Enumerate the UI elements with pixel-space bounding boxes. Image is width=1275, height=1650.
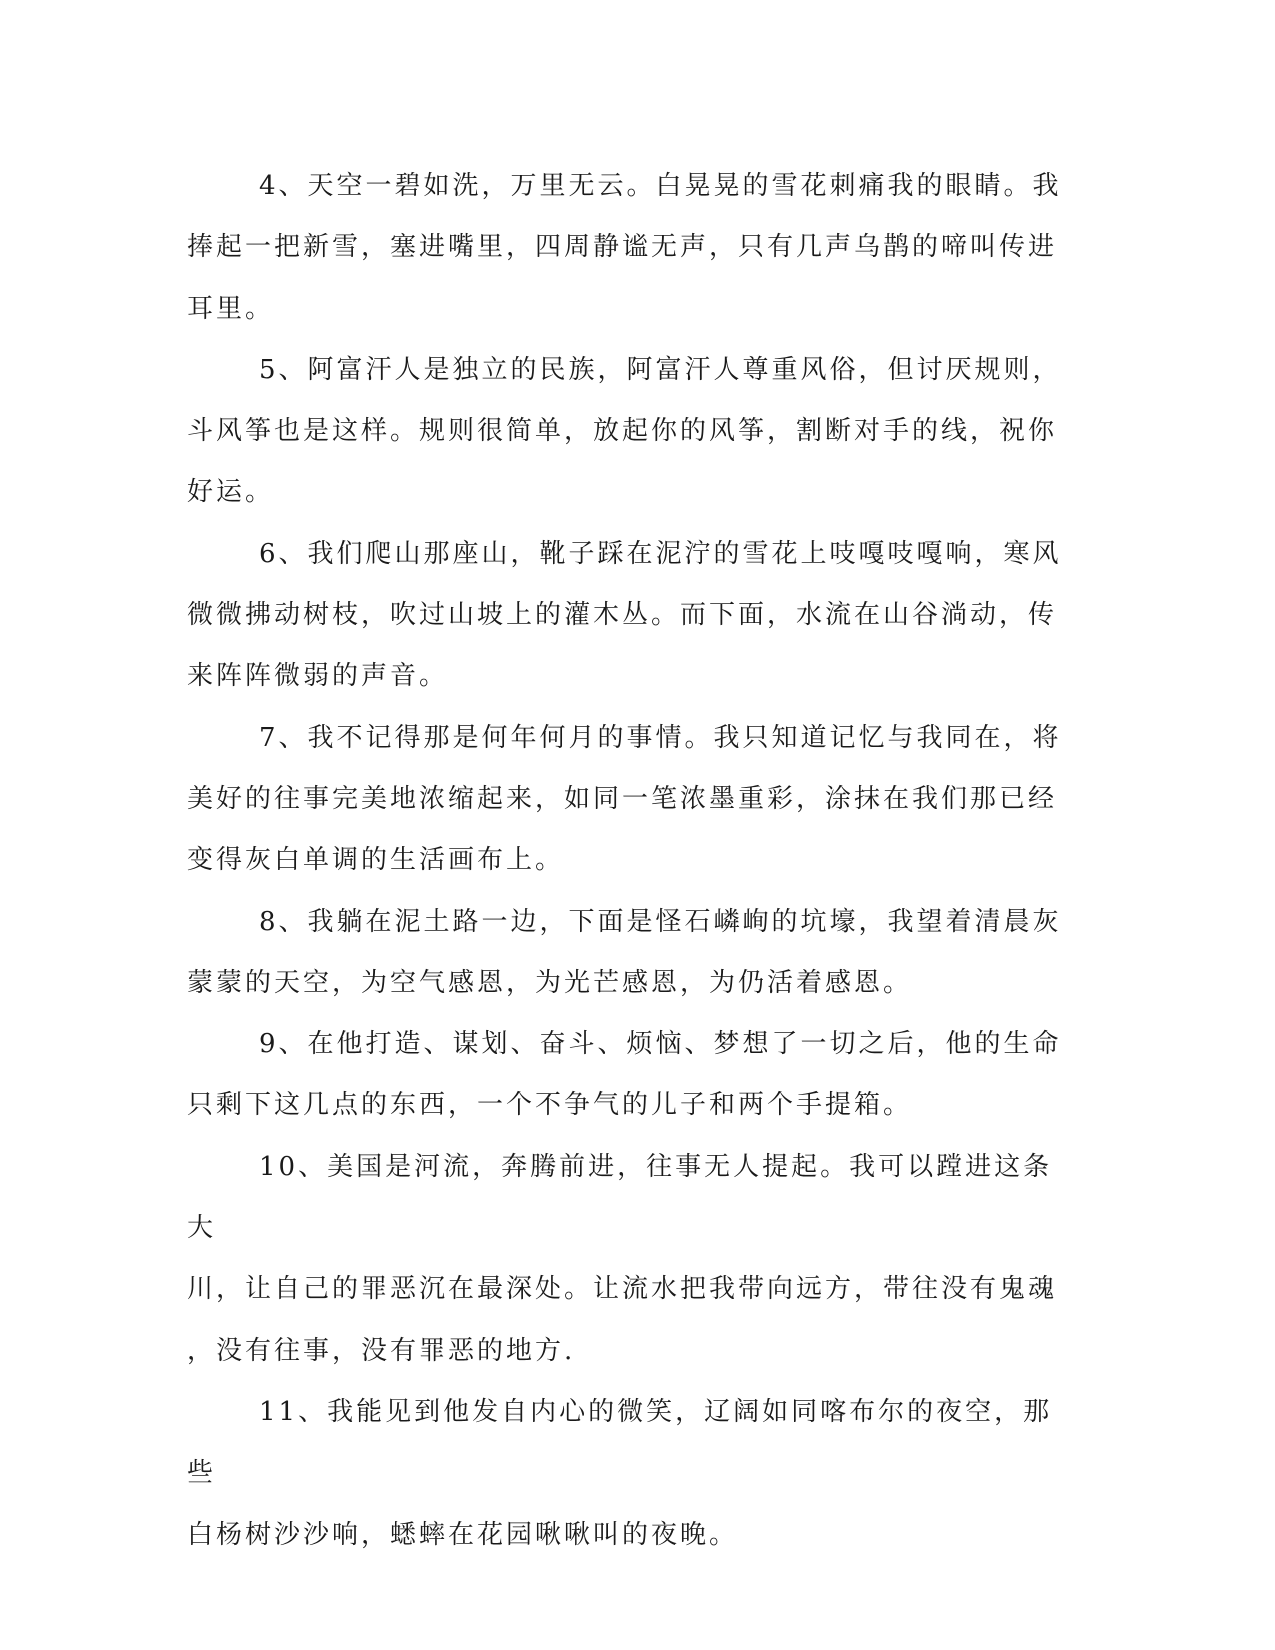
paragraph-6: 6、我们爬山那座山，靴子踩在泥泞的雪花上吱嘎吱嘎响，寒风 微微拂动树枝，吹过山坡上的灌木丛。而下面，水流在山谷淌动，传 来阵阵微弱的声音。 — [187, 538, 1062, 692]
paragraph-9: 9、在他打造、谋划、奋斗、烦恼、梦想了一切之后，他的生命 只剩下这几点的东西，一个不争气的儿子和两个手提箱。 — [187, 1029, 1062, 1121]
paragraph-10: 10、美国是河流，奔腾前进，往事无人提起。我可以蹚进这条大 川，让自己的罪恶沉在最深处。让流水把我带向远方，带往没有鬼魂 ，没有往事，没有罪恶的地方. — [187, 1151, 1058, 1366]
paragraph-8: 8、我躺在泥土路一边，下面是怪石嶙峋的坑壕，我望着清晨灰 蒙蒙的天空，为空气感恩，为光芒感恩，为仍活着感恩。 — [187, 906, 1062, 998]
paragraph-5: 5、阿富汗人是独立的民族，阿富汗人尊重风俗，但讨厌规则， 斗风筝也是这样。规则很简单，放起你的风筝，割断对手的线，祝你 好运。 — [187, 354, 1062, 508]
paragraph-11: 11、我能见到他发自内心的微笑，辽阔如同喀布尔的夜空，那些 白杨树沙沙响，蟋蟀在花园啾啾叫的夜晚。 — [187, 1396, 1053, 1550]
document-page — [187, 156, 1067, 1566]
paragraph-7: 7、我不记得那是何年何月的事情。我只知道记忆与我同在，将 美好的往事完美地浓缩起来，如同一笔浓墨重彩，涂抹在我们那已经 变得灰白单调的生活画布上。 — [187, 722, 1062, 876]
paragraph-4: 4、天空一碧如洗，万里无云。白晃晃的雪花刺痛我的眼睛。我 捧起一把新雪，塞进嘴里，四周静谧无声，只有几声乌鹊的啼叫传进 耳里。 — [187, 171, 1062, 324]
